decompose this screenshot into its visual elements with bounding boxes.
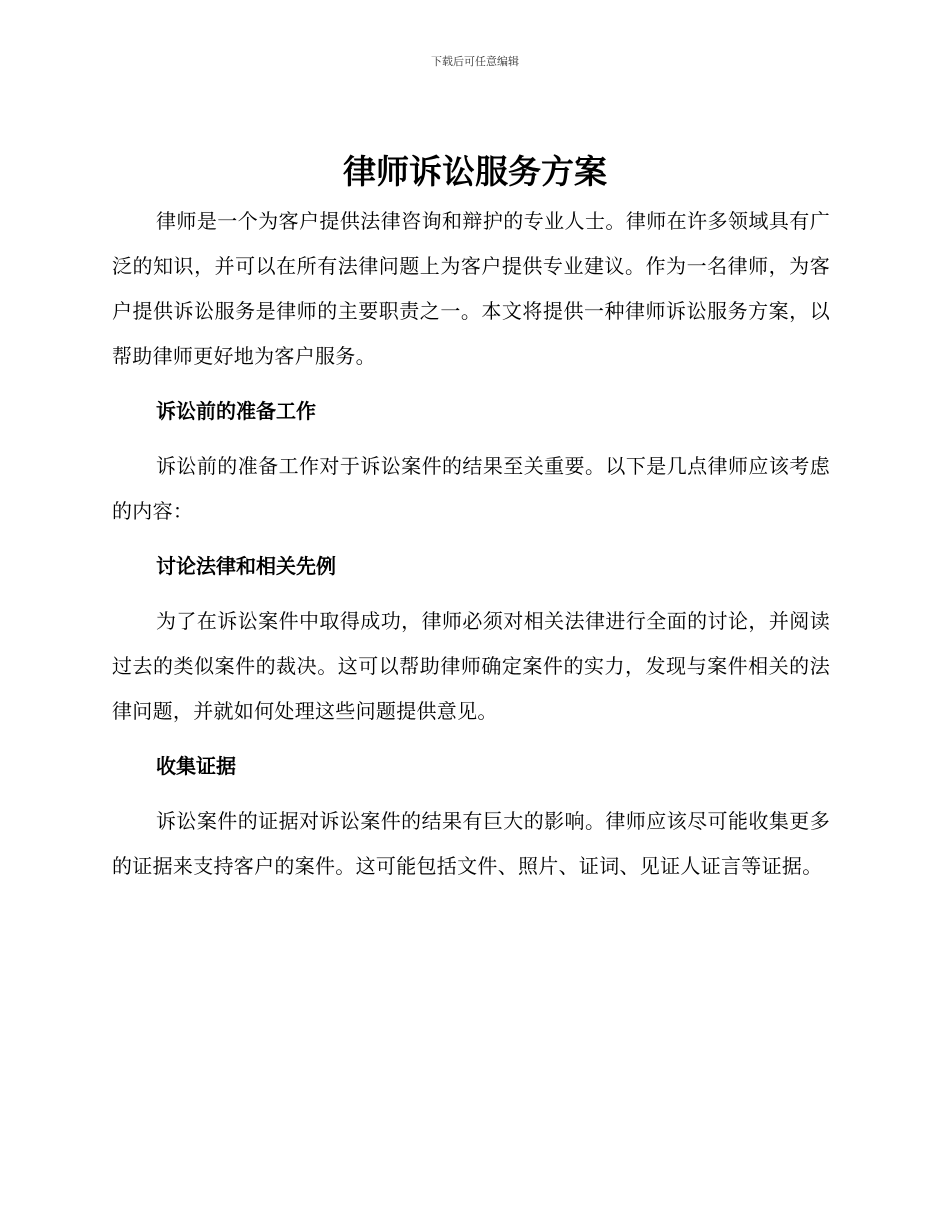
section-heading-evidence: 收集证据: [156, 754, 236, 778]
section-heading-preparation: 诉讼前的准备工作: [156, 399, 316, 423]
section-heading-law-precedents: 讨论法律和相关先例: [156, 554, 336, 578]
header-note: 下载后可任意编辑: [431, 55, 519, 68]
section-body-law-precedents: 为了在诉讼案件中取得成功，律师必须对相关法律进行全面的讨论，并阅读过去的类似案件的裁决。这可以帮助律师确定案件的实力，发现与案件相关的法律问题，并就如何处理这些问题提供意见。: [112, 609, 830, 723]
intro-paragraph: 律师是一个为客户提供法律咨询和辩护的专业人士。律师在许多领域具有广泛的知识，并可以在所有法律问题上为客户提供专业建议。作为一名律师，为客户提供诉讼服务是律师的主要职责之一。本文将提供一种律师诉讼服务方案，以帮助律师更好地为客户服务。: [112, 209, 830, 368]
section-body-evidence: 诉讼案件的证据对诉讼案件的结果有巨大的影响。律师应该尽可能收集更多的证据来支持客户的案件。这可能包括文件、照片、证词、见证人证言等证据。: [112, 809, 830, 878]
document-title: 律师诉讼服务方案: [343, 152, 607, 191]
section-body-preparation: 诉讼前的准备工作对于诉讼案件的结果至关重要。以下是几点律师应该考虑的内容：: [112, 454, 830, 523]
document-body: [112, 199, 830, 889]
